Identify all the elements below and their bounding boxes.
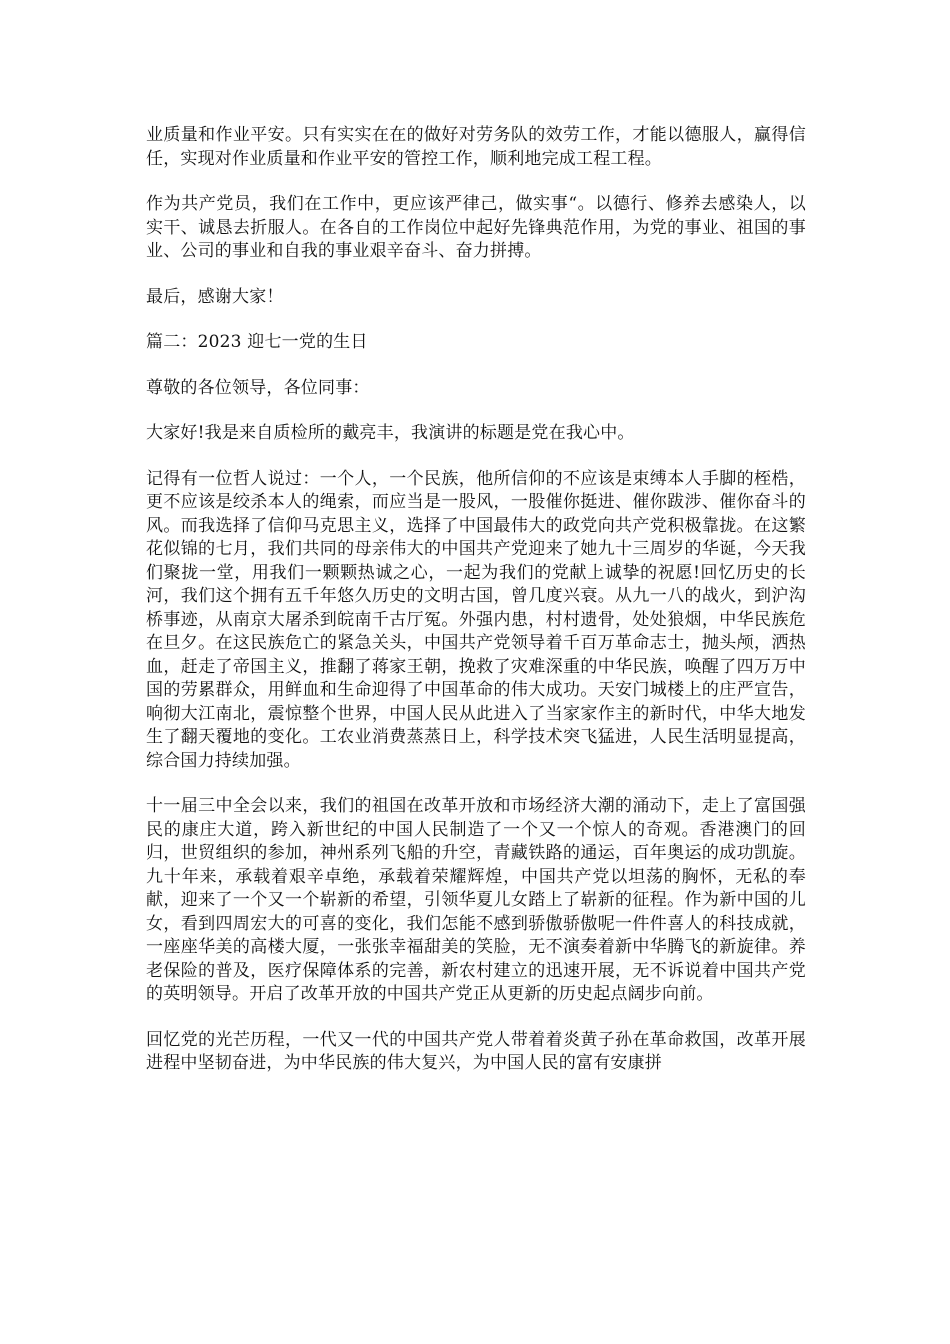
paragraph-history: 记得有一位哲人说过：一个人，一个民族，他所信仰的不应该是束缚本人手脚的桎梏，更不应该是绞杀本人的绳索，而应当是一股风，一股催你挺进、催你跋涉、催你奋斗的风。而我选择了信仰马克思主义，选择了中国最伟大的政党向共产党积极靠拢。在这繁花似锦的七月，我们共同的母亲伟大的中国共产党迎来了她九十三周岁的华诞，今天我们聚拢一堂，用我们一颗颗热诚之心，一起为我们的党献上诚挚的祝愿!回忆历史的长河，我们这个拥有五千年悠久历史的文明古国，曾几度兴衰。从九一八的战火，到沪沟桥事迹，从南京大屠杀到皖南千古厅冤。外强内患，村村遗骨，处处狼烟，中华民族危在旦夕。在这民族危亡的紧急关头，中国共产党领导着千百万革命志士，抛头颅，洒热血，赶走了帝国主义，推翻了蒋家王朝，挽救了灾难深重的中华民族，唤醒了四万万中国的劳累群众，用鲜血和生命迎得了中国革命的伟大成功。天安门城楼上的庄严宣告，响彻大江南北，震惊整个世界，中国人民从此进入了当家家作主的新时代，中华大地发生了翻天覆地的变化。工农业消费蒸蒸日上，科学技术突飞猛进，人民生活明显提高，综合国力持续加强。 <box>146 468 806 771</box>
document-page <box>146 124 806 1098</box>
paragraph-1: 业质量和作业平安。只有实实在在的做好对劳务队的效劳工作，才能以德服人，赢得信任，实现对作业质量和作业平安的管控工作，顺利地完成工程工程。 <box>146 125 806 169</box>
closing-thanks: 最后，感谢大家！ <box>146 286 284 307</box>
salutation: 尊敬的各位领导，各位同事： <box>146 377 370 398</box>
paragraph-recall: 回忆党的光芒历程，一代又一代的中国共产党人带着着炎黄子孙在革命救国，改革开展进程中坚韧奋进，为中华民族的伟大复兴，为中国人民的富有安康拼 <box>146 1029 806 1073</box>
section-title: 篇二：2023 迎七一党的生日 <box>146 332 368 352</box>
paragraph-reform: 十一届三中全会以来，我们的祖国在改革开放和市场经济大潮的涌动下，走上了富国强民的康庄大道，跨入新世纪的中国人民制造了一个又一个惊人的奇观。香港澳门的回归，世贸组织的参加，神州系列飞船的升空，青藏铁路的通运，百年奥运的成功凯旋。九十年来，承载着艰辛卓绝，承载着荣耀辉煌，中国共产党以坦荡的胸怀，无私的奉献，迎来了一个又一个崭新的希望，引领华夏儿女踏上了崭新的征程。作为新中国的儿女，看到四周宏大的可喜的变化，我们怎能不感到骄傲骄傲呢一件件喜人的科技成就，一座座华美的高楼大厦，一张张幸福甜美的笑脸，无不演奏着新中华腾飞的新旋律。养老保险的普及，医疗保障体系的完善，新农村建立的迅速开展，无不诉说着中国共产党的英明领导。开启了改革开放的中国共产党正从更新的历史起点阔步向前。 <box>146 796 806 1004</box>
greeting: 大家好!我是来自质检所的戴亮丰，我演讲的标题是党在我心中。 <box>146 423 635 443</box>
paragraph-2: 作为共产党员，我们在工作中，更应该严律己，做实事“。以德行、修养去感染人，以实干、诚恳去折服人。在各自的工作岗位中起好先锋典范作用，为党的事业、祖国的事业、公司的事业和自我的事业艰辛奋斗、奋力拼搏。 <box>146 194 806 261</box>
